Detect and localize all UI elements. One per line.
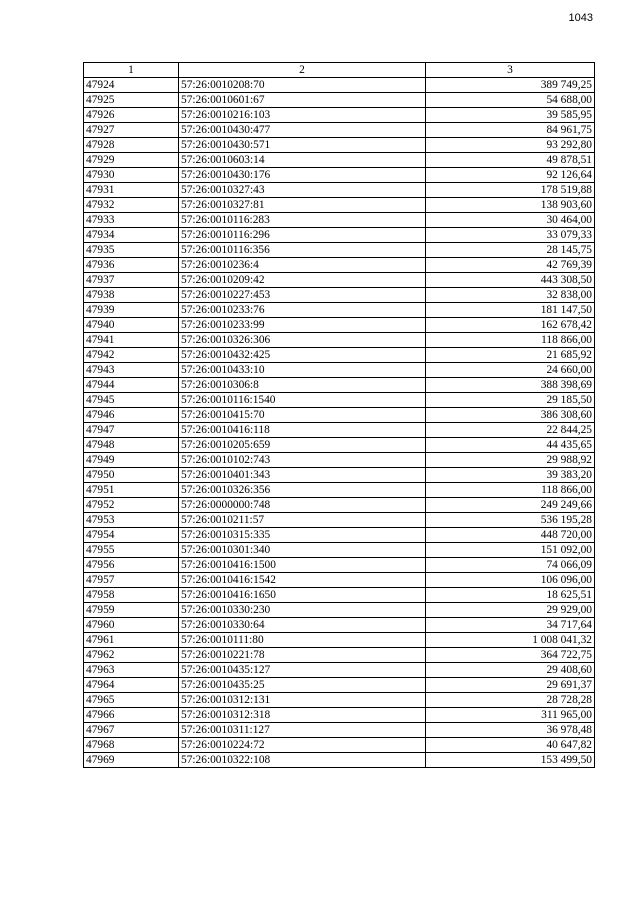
value-cell: 93 292,80 — [426, 138, 595, 153]
cadastral-number-cell: 57:26:0010330:64 — [179, 618, 426, 633]
table-row — [84, 513, 595, 528]
row-number-cell: 47924 — [84, 78, 179, 93]
value-cell: 34 717,64 — [426, 618, 595, 633]
row-number-cell: 47946 — [84, 408, 179, 423]
table-row — [84, 288, 595, 303]
table-row — [84, 543, 595, 558]
column-header-1: 1 — [84, 63, 179, 78]
table-row — [84, 243, 595, 258]
cadastral-number-cell: 57:26:0010315:335 — [179, 528, 426, 543]
row-number-cell: 47930 — [84, 168, 179, 183]
cadastral-number-cell: 57:26:0010221:78 — [179, 648, 426, 663]
value-cell: 84 961,75 — [426, 123, 595, 138]
value-cell: 536 195,28 — [426, 513, 595, 528]
column-header-3: 3 — [426, 63, 595, 78]
table-row — [84, 423, 595, 438]
cadastral-number-cell: 57:26:0010326:306 — [179, 333, 426, 348]
row-number-cell: 47954 — [84, 528, 179, 543]
cadastral-number-cell: 57:26:0010416:1650 — [179, 588, 426, 603]
row-number-cell: 47928 — [84, 138, 179, 153]
table-row — [84, 408, 595, 423]
row-number-cell: 47927 — [84, 123, 179, 138]
column-header-2: 2 — [179, 63, 426, 78]
cadastral-number-cell: 57:26:0010116:356 — [179, 243, 426, 258]
table-row — [84, 378, 595, 393]
value-cell: 42 769,39 — [426, 258, 595, 273]
row-number-cell: 47933 — [84, 213, 179, 228]
row-number-cell: 47925 — [84, 93, 179, 108]
value-cell: 74 066,09 — [426, 558, 595, 573]
value-cell: 386 308,60 — [426, 408, 595, 423]
table-row — [84, 438, 595, 453]
row-number-cell: 47949 — [84, 453, 179, 468]
value-cell: 106 096,00 — [426, 573, 595, 588]
row-number-cell: 47936 — [84, 258, 179, 273]
cadastral-number-cell: 57:26:0010236:4 — [179, 258, 426, 273]
value-cell: 118 866,00 — [426, 333, 595, 348]
row-number-cell: 47957 — [84, 573, 179, 588]
cadastral-number-cell: 57:26:0010416:118 — [179, 423, 426, 438]
row-number-cell: 47931 — [84, 183, 179, 198]
table-row — [84, 678, 595, 693]
table-row — [84, 78, 595, 93]
value-cell: 178 519,88 — [426, 183, 595, 198]
cadastral-number-cell: 57:26:0010111:80 — [179, 633, 426, 648]
cadastral-number-cell: 57:26:0010211:57 — [179, 513, 426, 528]
row-number-cell: 47948 — [84, 438, 179, 453]
table-row — [84, 168, 595, 183]
table-row — [84, 93, 595, 108]
value-cell: 28 728,28 — [426, 693, 595, 708]
row-number-cell: 47962 — [84, 648, 179, 663]
table-row — [84, 468, 595, 483]
table-row — [84, 303, 595, 318]
cadastral-number-cell: 57:26:0010116:1540 — [179, 393, 426, 408]
table-row — [84, 453, 595, 468]
value-cell: 29 691,37 — [426, 678, 595, 693]
value-cell: 29 185,50 — [426, 393, 595, 408]
cadastral-number-cell: 57:26:0010401:343 — [179, 468, 426, 483]
table-row — [84, 138, 595, 153]
table-row — [84, 183, 595, 198]
cadastral-number-cell: 57:26:0010415:70 — [179, 408, 426, 423]
row-number-cell: 47950 — [84, 468, 179, 483]
value-cell: 249 249,66 — [426, 498, 595, 513]
cadastral-number-cell: 57:26:0010306:8 — [179, 378, 426, 393]
cadastral-number-cell: 57:26:0010603:14 — [179, 153, 426, 168]
table-row — [84, 723, 595, 738]
value-cell: 21 685,92 — [426, 348, 595, 363]
row-number-cell: 47963 — [84, 663, 179, 678]
row-number-cell: 47945 — [84, 393, 179, 408]
table-row — [84, 588, 595, 603]
value-cell: 39 585,95 — [426, 108, 595, 123]
table-row — [84, 363, 595, 378]
value-cell: 29 988,92 — [426, 453, 595, 468]
cadastral-number-cell: 57:26:0010432:425 — [179, 348, 426, 363]
value-cell: 36 978,48 — [426, 723, 595, 738]
value-cell: 118 866,00 — [426, 483, 595, 498]
table-row — [84, 333, 595, 348]
table-row — [84, 318, 595, 333]
cadastral-value-table — [83, 62, 595, 768]
cadastral-number-cell: 57:26:0010433:10 — [179, 363, 426, 378]
row-number-cell: 47942 — [84, 348, 179, 363]
value-cell: 389 749,25 — [426, 78, 595, 93]
value-cell: 24 660,00 — [426, 363, 595, 378]
value-cell: 448 720,00 — [426, 528, 595, 543]
table-row — [84, 603, 595, 618]
row-number-cell: 47929 — [84, 153, 179, 168]
cadastral-number-cell: 57:26:0010435:25 — [179, 678, 426, 693]
table-row — [84, 558, 595, 573]
page-number: 1043 — [568, 12, 593, 24]
cadastral-number-cell: 57:26:0010224:72 — [179, 738, 426, 753]
row-number-cell: 47940 — [84, 318, 179, 333]
row-number-cell: 47937 — [84, 273, 179, 288]
row-number-cell: 47964 — [84, 678, 179, 693]
cadastral-number-cell: 57:26:0010430:477 — [179, 123, 426, 138]
value-cell: 39 383,20 — [426, 468, 595, 483]
cadastral-number-cell: 57:26:0010430:571 — [179, 138, 426, 153]
table-row — [84, 498, 595, 513]
table-row — [84, 753, 595, 768]
cadastral-number-cell: 57:26:0010116:283 — [179, 213, 426, 228]
value-cell: 151 092,00 — [426, 543, 595, 558]
value-cell: 44 435,65 — [426, 438, 595, 453]
row-number-cell: 47968 — [84, 738, 179, 753]
table-row — [84, 198, 595, 213]
cadastral-number-cell: 57:26:0010233:99 — [179, 318, 426, 333]
value-cell: 40 647,82 — [426, 738, 595, 753]
value-cell: 181 147,50 — [426, 303, 595, 318]
cadastral-number-cell: 57:26:0010416:1500 — [179, 558, 426, 573]
row-number-cell: 47932 — [84, 198, 179, 213]
cadastral-number-cell: 57:26:0010327:81 — [179, 198, 426, 213]
row-number-cell: 47951 — [84, 483, 179, 498]
table-row — [84, 393, 595, 408]
cadastral-number-cell: 57:26:0010208:70 — [179, 78, 426, 93]
value-cell: 29 929,00 — [426, 603, 595, 618]
row-number-cell: 47947 — [84, 423, 179, 438]
row-number-cell: 47967 — [84, 723, 179, 738]
row-number-cell: 47939 — [84, 303, 179, 318]
value-cell: 1 008 041,32 — [426, 633, 595, 648]
cadastral-number-cell: 57:26:0010102:743 — [179, 453, 426, 468]
cadastral-number-cell: 57:26:0010301:340 — [179, 543, 426, 558]
table-row — [84, 708, 595, 723]
cadastral-number-cell: 57:26:0010116:296 — [179, 228, 426, 243]
value-cell: 364 722,75 — [426, 648, 595, 663]
cadastral-number-cell: 57:26:0010205:659 — [179, 438, 426, 453]
value-cell: 138 903,60 — [426, 198, 595, 213]
table-row — [84, 213, 595, 228]
row-number-cell: 47935 — [84, 243, 179, 258]
row-number-cell: 47943 — [84, 363, 179, 378]
row-number-cell: 47952 — [84, 498, 179, 513]
row-number-cell: 47958 — [84, 588, 179, 603]
table-row — [84, 618, 595, 633]
row-number-cell: 47934 — [84, 228, 179, 243]
cadastral-number-cell: 57:26:0010601:67 — [179, 93, 426, 108]
table-row — [84, 483, 595, 498]
table-row — [84, 693, 595, 708]
value-cell: 54 688,00 — [426, 93, 595, 108]
table-row — [84, 738, 595, 753]
cadastral-number-cell: 57:26:0010330:230 — [179, 603, 426, 618]
table-row — [84, 258, 595, 273]
table-row — [84, 573, 595, 588]
table-body — [84, 78, 595, 768]
cadastral-number-cell: 57:26:0010435:127 — [179, 663, 426, 678]
value-cell: 388 398,69 — [426, 378, 595, 393]
row-number-cell: 47961 — [84, 633, 179, 648]
value-cell: 29 408,60 — [426, 663, 595, 678]
table-row — [84, 273, 595, 288]
table-row — [84, 648, 595, 663]
cadastral-number-cell: 57:26:0010312:318 — [179, 708, 426, 723]
cadastral-number-cell: 57:26:0010311:127 — [179, 723, 426, 738]
table-row — [84, 663, 595, 678]
row-number-cell: 47969 — [84, 753, 179, 768]
row-number-cell: 47926 — [84, 108, 179, 123]
cadastral-number-cell: 57:26:0010327:43 — [179, 183, 426, 198]
row-number-cell: 47955 — [84, 543, 179, 558]
table-header-row — [84, 63, 595, 78]
cadastral-number-cell: 57:26:0010416:1542 — [179, 573, 426, 588]
value-cell: 311 965,00 — [426, 708, 595, 723]
cadastral-number-cell: 57:26:0000000:748 — [179, 498, 426, 513]
table-row — [84, 108, 595, 123]
cadastral-number-cell: 57:26:0010322:108 — [179, 753, 426, 768]
value-cell: 443 308,50 — [426, 273, 595, 288]
value-cell: 30 464,00 — [426, 213, 595, 228]
value-cell: 162 678,42 — [426, 318, 595, 333]
value-cell: 22 844,25 — [426, 423, 595, 438]
table-header — [84, 63, 595, 78]
value-cell: 18 625,51 — [426, 588, 595, 603]
table-row — [84, 123, 595, 138]
value-cell: 92 126,64 — [426, 168, 595, 183]
value-cell: 32 838,00 — [426, 288, 595, 303]
table-row — [84, 153, 595, 168]
value-cell: 153 499,50 — [426, 753, 595, 768]
cadastral-number-cell: 57:26:0010227:453 — [179, 288, 426, 303]
row-number-cell: 47941 — [84, 333, 179, 348]
value-cell: 33 079,33 — [426, 228, 595, 243]
table-row — [84, 633, 595, 648]
cadastral-number-cell: 57:26:0010326:356 — [179, 483, 426, 498]
cadastral-number-cell: 57:26:0010312:131 — [179, 693, 426, 708]
row-number-cell: 47944 — [84, 378, 179, 393]
row-number-cell: 47959 — [84, 603, 179, 618]
row-number-cell: 47953 — [84, 513, 179, 528]
row-number-cell: 47956 — [84, 558, 179, 573]
value-cell: 28 145,75 — [426, 243, 595, 258]
row-number-cell: 47938 — [84, 288, 179, 303]
row-number-cell: 47960 — [84, 618, 179, 633]
table-row — [84, 228, 595, 243]
cadastral-number-cell: 57:26:0010430:176 — [179, 168, 426, 183]
table-row — [84, 348, 595, 363]
cadastral-number-cell: 57:26:0010216:103 — [179, 108, 426, 123]
row-number-cell: 47965 — [84, 693, 179, 708]
value-cell: 49 878,51 — [426, 153, 595, 168]
row-number-cell: 47966 — [84, 708, 179, 723]
cadastral-number-cell: 57:26:0010209:42 — [179, 273, 426, 288]
table-row — [84, 528, 595, 543]
cadastral-number-cell: 57:26:0010233:76 — [179, 303, 426, 318]
